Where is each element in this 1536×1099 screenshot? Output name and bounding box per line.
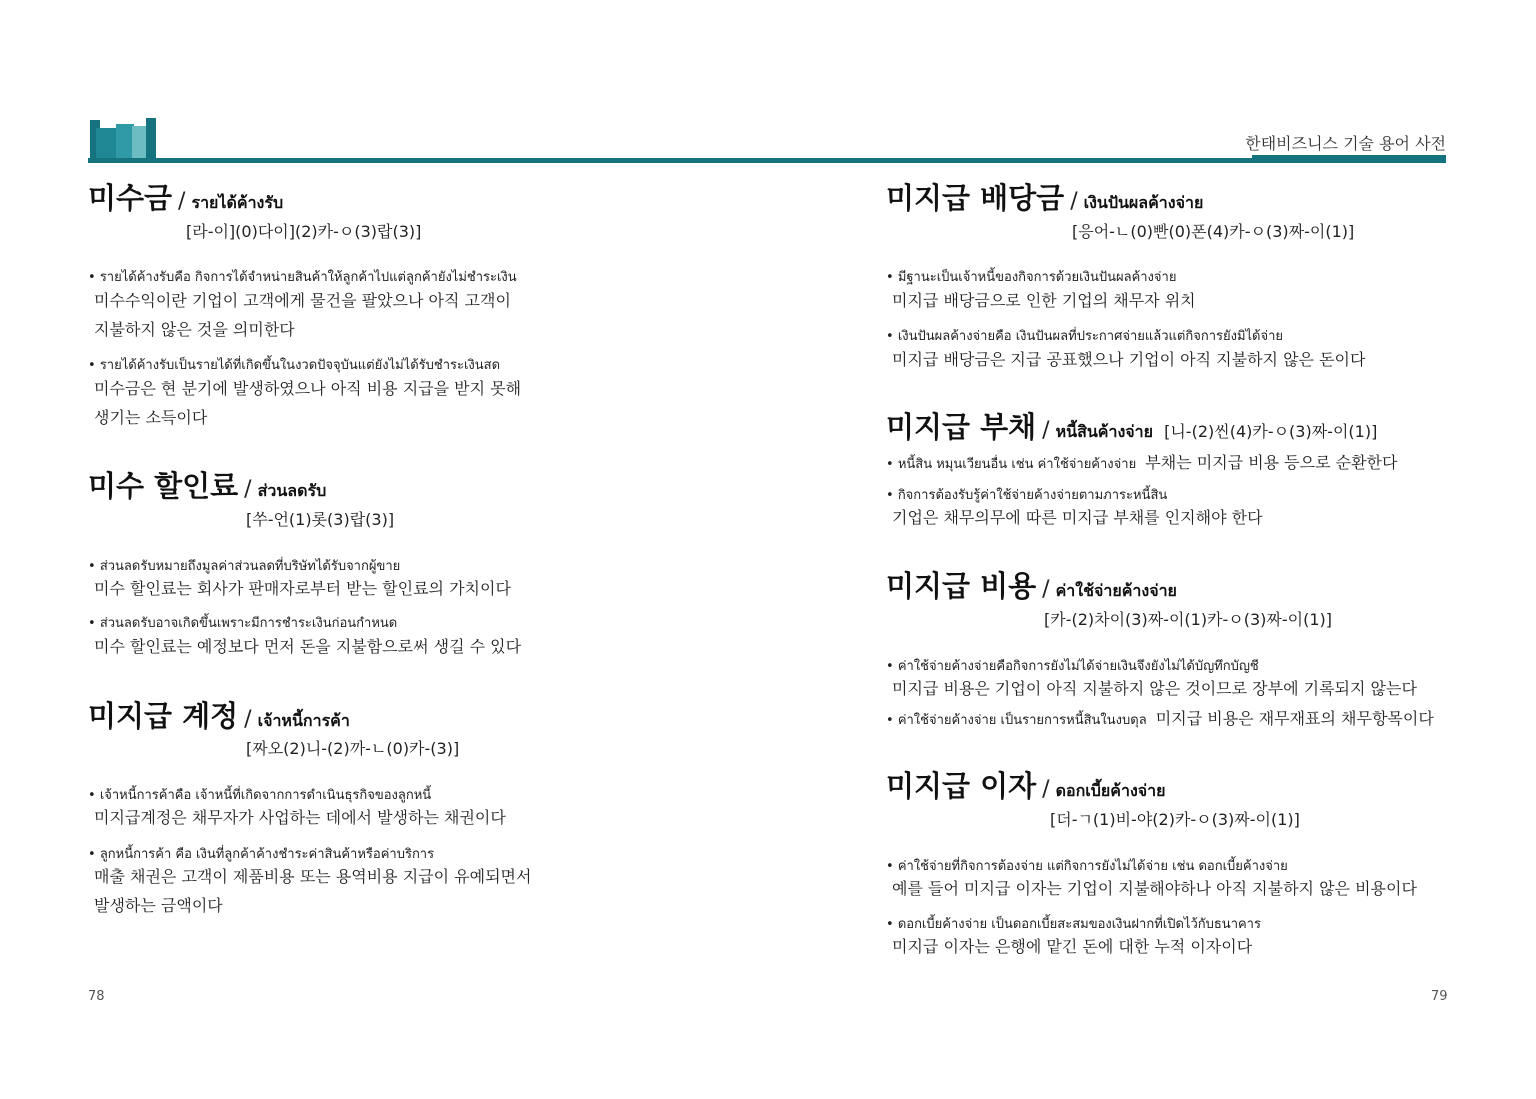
thai-definition: • กิจการต้องรับรู้ค่าใช้จ่ายค้างจ่ายตามภาระหนี้สิน — [886, 484, 1167, 505]
entry-pronunciation: [니-(2)씬(4)카-ㅇ(3)짜-이(1)] — [1164, 422, 1378, 441]
header-rule — [88, 158, 1446, 163]
entry-heading: 미지급 부채 / หนี้สินค้างจ่าย [니-(2)씬(4)카-ㅇ(3)짜-이(1)] — [886, 410, 1378, 444]
thai-definition: • ส่วนลดรับอาจเกิดขึ้นเพราะมีการชำระเงินก่อนกำหนด — [88, 612, 397, 633]
korean-definition: 미지급계정은 채무자가 사업하는 데에서 발생하는 채권이다 — [94, 808, 506, 827]
korean-definition: 부채는 미지급 비용 등으로 순환한다 — [1145, 453, 1398, 472]
korean-definition: 미지급 이자는 은행에 맡긴 돈에 대한 누적 이자이다 — [892, 937, 1253, 956]
entry-term: 미지급 계정 — [88, 699, 239, 733]
page-number-left: 78 — [88, 989, 105, 1004]
entry-thai-term: หนี้สินค้างจ่าย — [1055, 422, 1154, 441]
korean-definition: 미수수익이란 기업이 고객에게 물건을 팔았으나 아직 고객이 — [94, 291, 511, 310]
entry-term: 미지급 부채 — [886, 410, 1037, 444]
thai-definition: • ค่าใช้จ่ายที่กิจการต้องจ่าย แต่กิจการยังไม่ได้จ่าย เช่น ดอกเบี้ยค้างจ่าย — [886, 855, 1288, 876]
thai-definition: • หนี้สิน หมุนเวียนอื่น เช่น ค่าใช้จ่ายค้างจ่าย — [886, 457, 1136, 472]
entry-heading: 미지급 배당금 / เงินปันผลค้างจ่าย — [886, 181, 1204, 215]
korean-definition: 예를 들어 미지급 이자는 기업이 지불해야하나 아직 지불하지 않은 비용이다 — [892, 879, 1417, 898]
mixed-definition — [886, 704, 1434, 733]
entry-term: 미지급 이자 — [886, 769, 1037, 803]
entry-pronunciation: [카-(2)차이(3)짜-이(1)카-ㅇ(3)짜-이(1)] — [1044, 610, 1333, 629]
entry-pronunciation: [쑤-언(1)롯(3)랍(3)] — [246, 510, 395, 529]
entry-thai-term: เจ้าหนี้การค้า — [257, 711, 350, 730]
korean-definition: 미수 할인료는 예정보다 먼저 돈을 지불함으로써 생길 수 있다 — [94, 637, 522, 656]
korean-definition: 발생하는 금액이다 — [94, 896, 223, 915]
korean-definition: 미지급 배당금은 지급 공표했으나 기업이 아직 지불하지 않은 돈이다 — [892, 350, 1366, 369]
thai-definition: • รายได้ค้างรับคือ กิจการได้จำหน่ายสินค้าให้ลูกค้าไปแต่ลูกค้ายังไม่ชำระเงิน — [88, 266, 517, 287]
korean-definition: 기업은 채무의무에 따른 미지급 부채를 인지해야 한다 — [892, 508, 1263, 527]
book-title-underline — [1252, 155, 1446, 162]
korean-definition: 미지급 배당금으로 인한 기업의 채무자 위치 — [892, 291, 1196, 310]
entry-term: 미수 할인료 — [88, 469, 239, 503]
entry-pronunciation: [짜오(2)니-(2)까-ㄴ(0)카-(3)] — [246, 739, 460, 758]
thai-definition: • มีฐานะเป็นเจ้าหนี้ของกิจการด้วยเงินปันผลค้างจ่าย — [886, 266, 1176, 287]
entry-heading: 미지급 비용 / ค่าใช้จ่ายค้างจ่าย — [886, 569, 1177, 603]
korean-definition: 매출 채권은 고객이 제품비용 또는 용역비용 지급이 유예되면서 — [94, 867, 532, 886]
thai-definition: • เจ้าหนี้การค้าคือ เจ้าหนี้ที่เกิดจากการดำเนินธุรกิจของลูกหนี้ — [88, 784, 431, 805]
entry-thai-term: เงินปันผลค้างจ่าย — [1083, 193, 1204, 212]
entry-pronunciation: [응어-ㄴ(0)빤(0)폰(4)카-ㅇ(3)짜-이(1)] — [1072, 222, 1355, 241]
entry-thai-term: ดอกเบี้ยค้างจ่าย — [1055, 781, 1166, 800]
entry-heading: 미수 할인료 / ส่วนลดรับ — [88, 469, 327, 503]
entry-term: 미수금 — [88, 181, 173, 215]
thai-definition: • ลูกหนี้การค้า คือ เงินที่ลูกค้าค้างชำระค่าสินค้าหรือค่าบริการ — [88, 843, 434, 864]
entry-term: 미지급 비용 — [886, 569, 1037, 603]
thai-definition: • ค่าใช้จ่ายค้างจ่าย เป็นรายการหนี้สินในงบดุล — [886, 713, 1147, 728]
entry-thai-term: ค่าใช้จ่ายค้างจ่าย — [1055, 581, 1177, 600]
thai-definition: • ดอกเบี้ยค้างจ่าย เป็นดอกเบี้ยสะสมของเงินฝากที่เปิดไว้กับธนาคาร — [886, 913, 1261, 934]
korean-definition: 미지급 비용은 재무재표의 채무항목이다 — [1155, 709, 1434, 728]
mixed-definition — [886, 448, 1397, 477]
korean-definition: 지불하지 않은 것을 의미한다 — [94, 320, 295, 339]
entry-heading: 미수금 / รายได้ค้างรับ — [88, 181, 284, 215]
book-logo — [88, 118, 160, 160]
page-number-right: 79 — [1431, 989, 1448, 1004]
thai-definition: • ส่วนลดรับหมายถึงมูลค่าส่วนลดที่บริษัทได้รับจากผู้ขาย — [88, 555, 400, 576]
korean-definition: 미수금은 현 분기에 발생하였으나 아직 비용 지급을 받지 못해 — [94, 379, 522, 398]
thai-definition: • ค่าใช้จ่ายค้างจ่ายคือกิจการยังไม่ได้จ่ายเงินจึงยังไม่ได้บัญทึกบัญชี — [886, 655, 1259, 676]
korean-definition: 미지급 비용은 기업이 아직 지불하지 않은 것이므로 장부에 기록되지 않는다 — [892, 679, 1417, 698]
entry-thai-term: รายได้ค้างรับ — [191, 193, 284, 212]
korean-definition: 미수 할인료는 회사가 판매자로부터 받는 할인료의 가치이다 — [94, 579, 511, 598]
korean-definition: 생기는 소득이다 — [94, 408, 208, 427]
entry-term: 미지급 배당금 — [886, 181, 1065, 215]
entry-thai-term: ส่วนลดรับ — [257, 481, 327, 500]
thai-definition: • รายได้ค้างรับเป็นรายได้ที่เกิดขึ้นในงวดปัจจุบันแต่ยังไม่ได้รับชำระเงินสด — [88, 354, 500, 375]
entry-heading: 미지급 이자 / ดอกเบี้ยค้างจ่าย — [886, 769, 1166, 803]
entry-pronunciation: [더-ㄱ(1)비-야(2)카-ㅇ(3)짜-이(1)] — [1050, 810, 1300, 829]
entry-pronunciation: [라-이](0)다이](2)카-ㅇ(3)랍(3)] — [186, 222, 422, 241]
entry-heading: 미지급 계정 / เจ้าหนี้การค้า — [88, 699, 350, 733]
book-title: 한태비즈니스 기술 용어 사전 — [1245, 134, 1446, 153]
thai-definition: • เงินปันผลค้างจ่ายคือ เงินปันผลที่ประกาศจ่ายแล้วแต่กิจการยังมิได้จ่าย — [886, 325, 1283, 346]
